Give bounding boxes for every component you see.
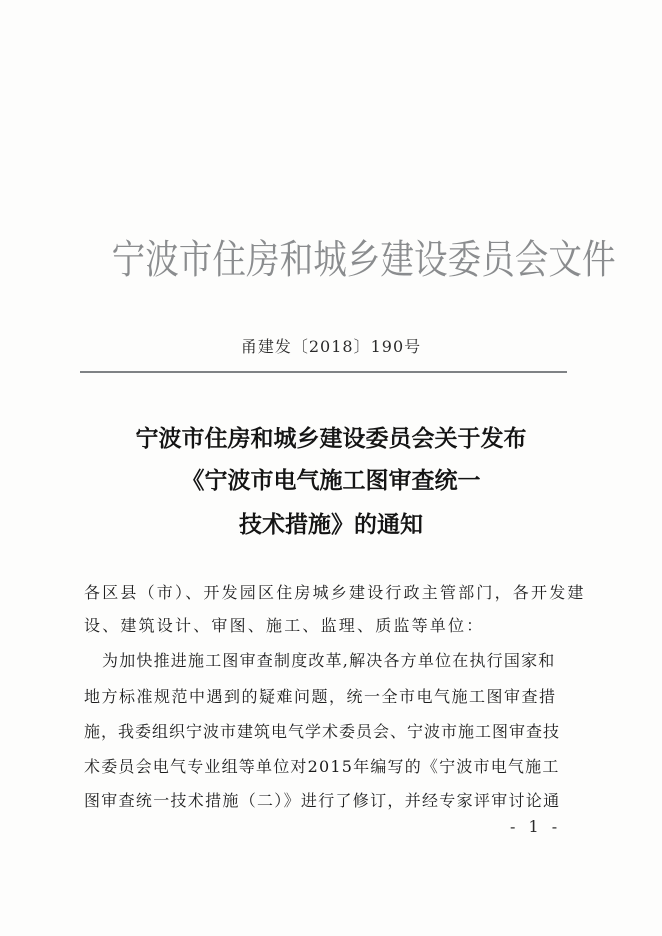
page-number: - 1 -: [510, 817, 562, 836]
body-text-line: 各区县（市）、开发园区住房城乡建设行政主管部门，各开发建: [84, 583, 586, 602]
header-divider: [80, 371, 567, 373]
body-text-line: 地方标准规范中遇到的疑难问题，统一全市电气施工图审查措: [84, 687, 557, 706]
body-text-line: 为加快推进施工图审查制度改革,解决各方单位在执行国家和: [102, 651, 556, 670]
notice-title-line-1: 宁波市住房和城乡建设委员会关于发布: [135, 426, 527, 452]
notice-title-line-2: 《宁波市电气施工图审查统一: [181, 468, 481, 494]
document-number: 甬建发〔2018〕190号: [240, 337, 422, 356]
body-text-line: 术委员会电气专业组等单位对2015年编写的《宁波市电气施工: [84, 757, 560, 776]
body-text-line: 图审查统一技术措施（二）》进行了修订，并经专家评审讨论通: [84, 791, 561, 810]
document-header-title: 宁波市住房和城乡建设委员会文件: [111, 237, 616, 283]
body-text-line: 施，我委组织宁波市建筑电气学术委员会、宁波市施工图审查技: [84, 722, 561, 741]
body-text-line: 设、建筑设计、审图、施工、监理、质监等单位：: [84, 616, 485, 635]
notice-title-line-3: 技术措施》的通知: [239, 512, 423, 538]
